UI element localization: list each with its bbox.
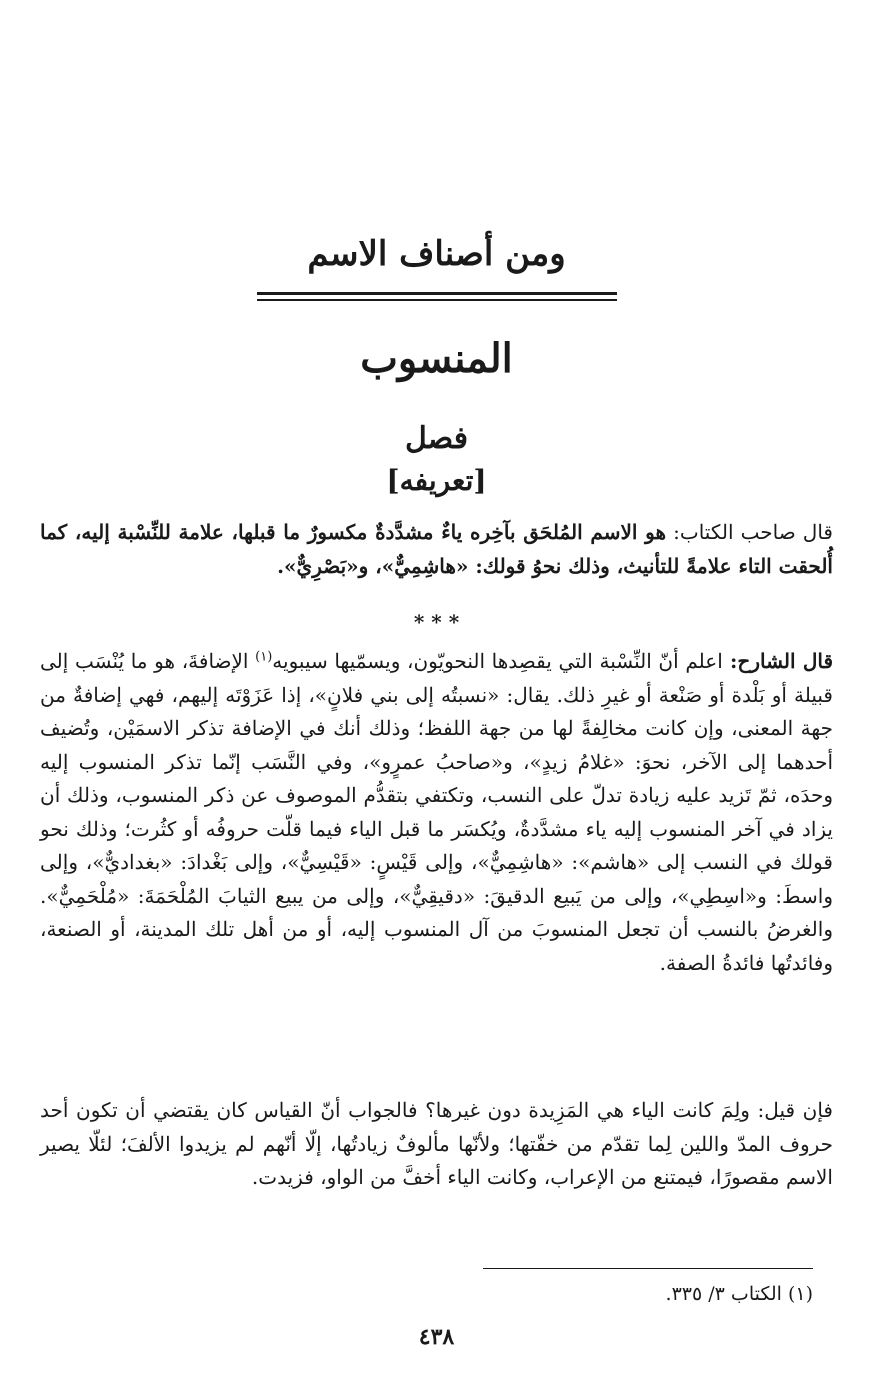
footnote-divider [483,1268,813,1269]
intro-paragraph [40,516,833,583]
commentary-paragraph [40,645,833,980]
page-number: ٤٣٨ [418,1324,455,1350]
commentary-before-ref: اعلم أنّ النِّسْبة التي يقصِدها النحويّون، ويسمّيها سيبويه [272,649,723,673]
intro-lead: قال صاحب الكتاب: [666,520,833,544]
commentary-text: الإضافةَ، هو ما يُنْسَب إلى قبيلة أو بَلْدة أو صَنْعة أو غيرِ ذلك. يقال: «نسبتُه إلى بني فلانٍ»، إذا عَزَوْتَه إليهم، فهي إضافةٌ من جهة المعنى، وإن كانت مخالِفةً لها من جهة اللفظ؛ وذلك أنك في الإضافة تذكر الاسمَيْن، وتُضيف أحدهما إلى الآخر، نحوَ: «غلامُ زيدٍ»، و«صاحبُ عمرٍو»، وفي النَّسَب إنّما تذكر المنسوب إليه وحدَه، ثمّ تَزيد عليه زيادة تدلّ على النسب، وتكتفي بتقدُّم الموصوف عن ذكر المنسوب، وذلك أن يزاد في آخر المنسوب إليه ياء مشدَّدةٌ، ويُكسَر ما قبل الياء فيما قلّت حروفُه أو كثُرت؛ وذلك نحو قولك في النسب إلى «هاشم»: «هاشِمِيٌّ»، وإلى قَيْسٍ: «قَيْسِيٌّ»، وإلى بَغْدادَ: «بغداديٌّ»، وإلى واسطَ: و«اسِطِي»، وإلى من يَبيع الدقيقَ: «دقيقِيٌّ»، وإلى من يبيع الثيابَ المُلْحَمَةَ: «مُلْحَمِيٌّ». والغرضُ بالنسب أن تجعل المنسوبَ من آل المنسوب إليه، أو من أهل تلك المدينة، أو الصنعة، وفائدتُها فائدةُ الصفة. [40,649,834,975]
section-separator: * * * [413,610,460,634]
footnote-reference[interactable]: (١) [255,649,273,665]
question-paragraph: فإن قيل: ولِمَ كانت الياء هي المَزِيدة دون غيرها؟ فالجواب أنّ القياس كان يقتضي أن تكون أحد حروف المدّ واللين لِما تقدّم من خفّتها؛ ولأنّها مألوفٌ زيادتُها، إلّا أنّهم لم يزيدوا الألفَ؛ لئلّا يصير الاسم مقصورًا، فيمتنع من الإعراب، وكانت الياء أخفَّ من الواو، فزيدت. [40,1098,833,1189]
commentary-lead: قال الشارح: [722,649,834,673]
title-rule-top [257,292,617,295]
intro-text: هو الاسم المُلحَق بآخِره ياءٌ مشدَّدةٌ مكسورٌ ما قبلها، علامة للنِّسْبة إليه، كما أُلحقت التاء علامةً للتأنيث، وذلك نحوُ قولك: «هاشِمِيٌّ»، و«بَصْرِيٌّ». [40,520,833,578]
title-rule-bottom [257,299,617,301]
definition-subheading: [تعريفه] [386,464,487,497]
footnote: (١) الكتاب ٣/ ٣٣٥. [665,1283,813,1305]
section-title: المنسوب [360,335,513,382]
fasl-heading: فصل [404,421,469,456]
chapter-title: ومن أصناف الاسم [307,234,566,274]
